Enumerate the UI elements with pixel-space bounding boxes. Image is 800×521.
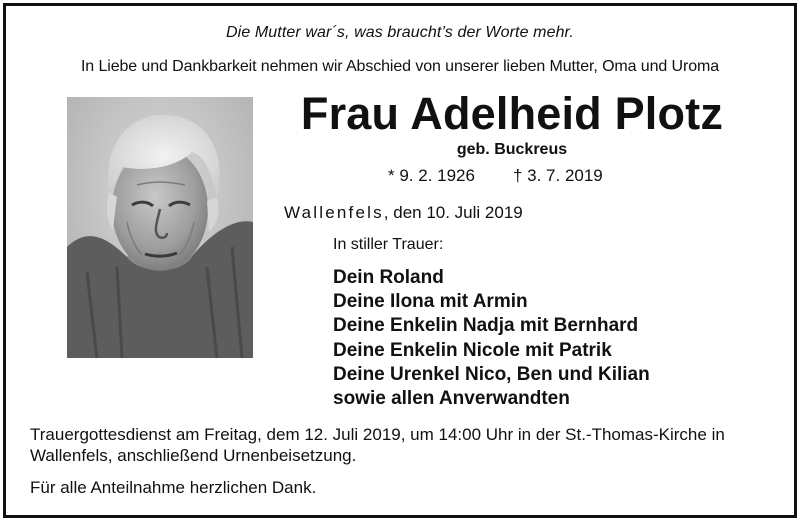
life-dates [388, 166, 603, 186]
funeral-service-info: Trauergottesdienst am Freitag, dem 12. Juli 2019, um 14:00 Uhr in der St.-Thomas-Kirche in Wallenfels, anschließend Urnenbeisetzung. [30, 425, 725, 465]
thanks-line: Für alle Anteilnahme herzlichen Dank. [30, 478, 317, 497]
intro-line: In Liebe und Dankbarkeit nehmen wir Abschied von unserer lieben Mutter, Oma und Uroma [80, 58, 720, 75]
mourner-item: Dein Roland [333, 267, 444, 288]
mourner-item: Deine Ilona mit Armin [333, 291, 528, 313]
place-and-date [284, 203, 523, 223]
place: Wallenfels [284, 203, 384, 222]
mourning-label: In stiller Trauer: [333, 236, 444, 253]
death-date: † 3. 7. 2019 [512, 166, 603, 185]
birth-name: geb. Buckreus [456, 141, 568, 158]
quote-line: Die Mutter war´s, was braucht’s der Worte mehr. [226, 24, 574, 41]
notice-date: , den 10. Juli 2019 [383, 203, 523, 222]
mourner-item: Deine Enkelin Nadja mit Bernhard [333, 315, 639, 337]
mourners-list [333, 266, 650, 411]
birth-date: * 9. 2. 1926 [388, 166, 475, 185]
deceased-name: Frau Adelheid Plotz [300, 88, 724, 139]
mourner-item: sowie allen Anverwandten [333, 388, 570, 410]
mourner-item: Deine Enkelin Nicole mit Patrik [333, 339, 612, 361]
portrait-photo [67, 97, 253, 358]
portrait-image [67, 97, 253, 358]
mourner-item: Deine Urenkel Nico, Ben und Kilian [333, 363, 650, 385]
